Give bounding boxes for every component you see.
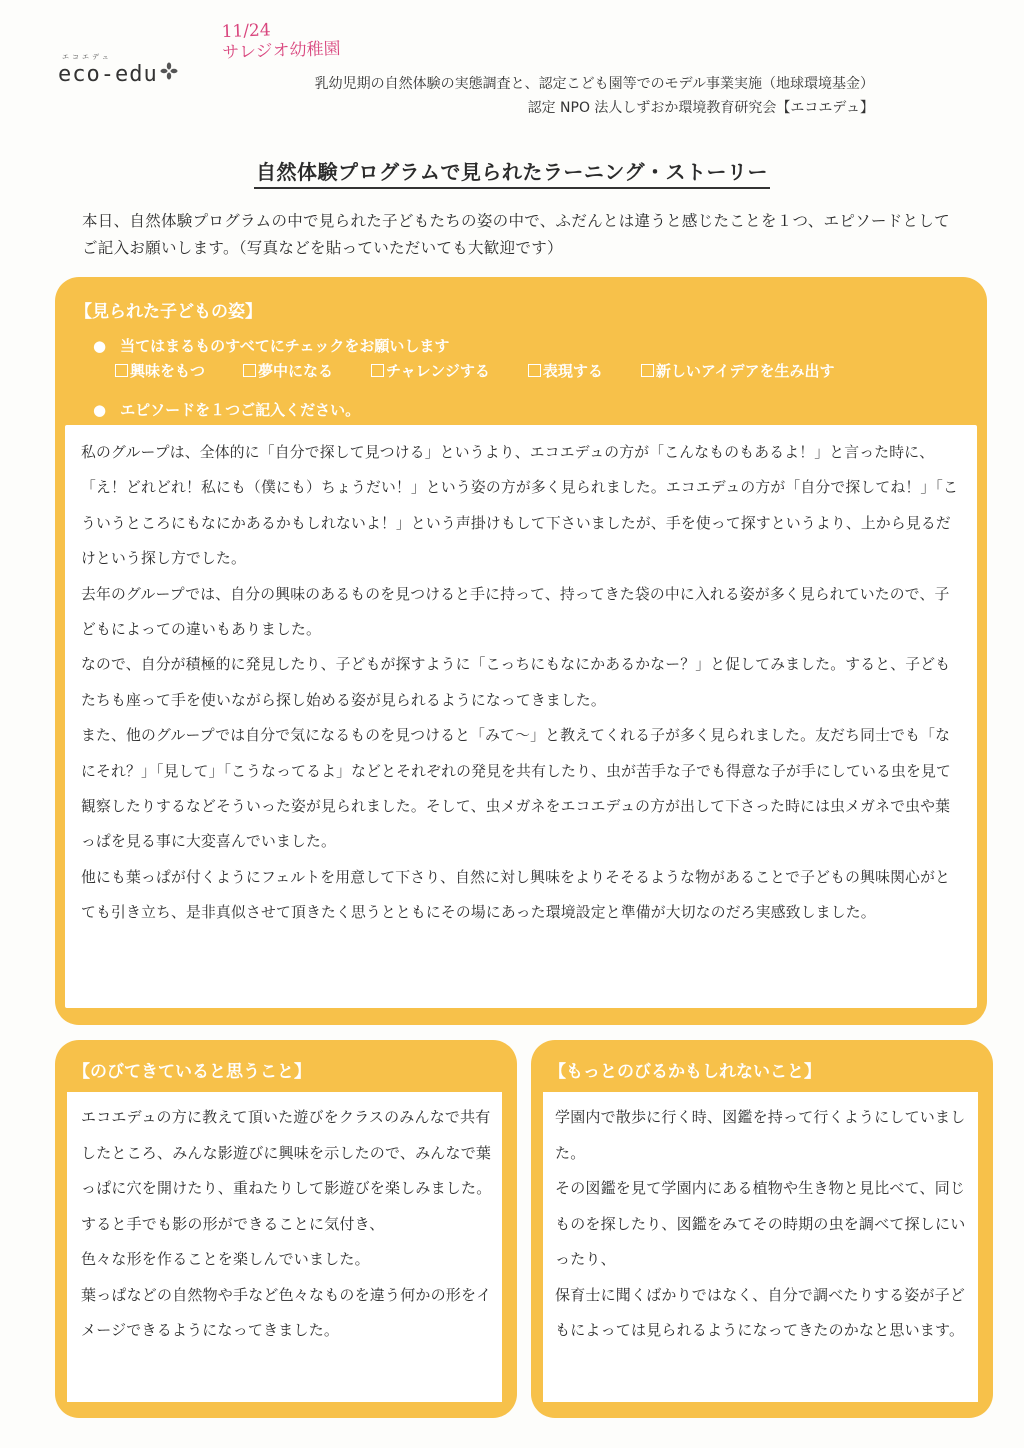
handwritten-date: 11/24 xyxy=(221,20,271,43)
episode-instruction: ● エピソードを１つご記入ください。 xyxy=(93,399,360,420)
checkbox-icon xyxy=(371,364,384,377)
episode-text: 私のグループは、全体的に「自分で探して見つける」というより、エコエデュの方が「こんなものもあるよ！」と言った時に、「え！どれどれ！私にも（僕にも）ちょうだい！」という姿の方が多く見られました。エコエデュの方が「自分で探してね！」「こういうところにもなにかあるかもしれないよ！」という声掛けもして下さいましたが、手を使って探すというより、上から見るだけという探し方でした。 去年のグループでは、自分の興味のあるものを見つけると手に持って、持ってきた袋の中に入れる姿が多く見られていたので、子どもによっての違いもありました。 なので、自分が積極的に発見したり、子どもが探すように「こっちにもなにかあるかなー？」と促してみました。すると、子どもたちも座って手を使いながら探し始める姿が見られるようになってきました。 また、他のグループでは自分で気になるものを見つけると「みて～」と教えてくれる子が多く見られました。友だち同士でも「なにそれ？」「見して」「こうなってるよ」などとそれぞれの発見を共有したり、虫が苦手な子でも得意な子が手にしている虫を見て観察したりするなどそういった姿が見られました。そして、虫メガネをエコエデュの方が出して下さった時には虫メガネで虫や葉っぱを見る事に大変喜んでいました。 他にも葉っぱが付くようにフェルトを用意して下さり、自然に対し興味をよりそそるような物があることで子どもの興味関心がとても引き立ち、是非真似させて頂きたく思うとともにその場にあった環境設定と準備が大切なのだろ実感致しました。 xyxy=(81,444,958,922)
checkbox-new-idea[interactable]: 新しいアイデアを生み出す xyxy=(641,360,835,381)
checkbox-challenge[interactable]: チャレンジする xyxy=(371,360,490,381)
checkbox-interest[interactable]: 興味をもつ xyxy=(115,360,205,381)
eco-edu-logo xyxy=(58,52,178,87)
checkbox-group xyxy=(115,360,835,381)
episode-text-area[interactable] xyxy=(65,425,977,1008)
header-line-1: 乳幼児期の自然体験の実態調査と、認定こども園等でのモデル事業実施（地球環境基金） xyxy=(314,76,874,92)
potential-text-area[interactable] xyxy=(543,1092,978,1402)
checkbox-icon xyxy=(115,364,128,377)
section-heading: 【見られた子どもの姿】 xyxy=(75,302,262,322)
header-line-2: 認定 NPO 法人しずおか環境教育研究会【エコエデュ】 xyxy=(527,100,874,116)
logo-kana: エコエデュ xyxy=(62,53,112,61)
growing-text-area[interactable] xyxy=(67,1092,502,1402)
handwritten-note xyxy=(221,18,341,64)
growing-text: エコエデュの方に教えて頂いた遊びをクラスのみんなで共有したところ、みんな影遊びに興味を示したので、みんなで葉っぱに穴を開けたり、重ねたりして影遊びを楽しみました。 すると手でも影の形ができることに気付き、 色々な形を作ることを楽しんでいました。 葉っぱなどの自然物や手など色々なものを違う何かの形をイメージできるようになってきました。 xyxy=(81,1108,492,1339)
checkbox-icon xyxy=(243,364,256,377)
checkbox-icon xyxy=(528,364,541,377)
document-header xyxy=(315,72,874,120)
intro-text: 本日、自然体験プログラムの中で見られた子どもたちの姿の中で、ふだんとは違うと感じたことを１つ、エピソードとしてご記入お願いします。（写真などを貼っていただいても大歓迎です） xyxy=(82,212,950,257)
checkbox-icon xyxy=(641,364,654,377)
leaf-flower-icon xyxy=(160,62,178,80)
potential-section xyxy=(531,1040,993,1418)
check-instruction: ● 当てはまるものすべてにチェックをお願いします xyxy=(93,335,449,356)
potential-text: 学園内で散歩に行く時、図鑑を持って行くようにしていました。 その図鑑を見て学園内にある植物や生き物と見比べて、同じものを探したり、図鑑をみてその時期の虫を調べて探しにいったり、 保育士に聞くばかりではなく、自分で調べたりする姿が子どもによっては見られるようになってきたのかなと思います。 xyxy=(555,1108,966,1339)
handwritten-school: サレジオ幼稚園 xyxy=(222,38,341,64)
logo-text: eco-edu xyxy=(58,62,158,87)
observed-children-section xyxy=(55,277,987,1025)
section-heading: 【のびてきていると思うこと】 xyxy=(73,1062,311,1082)
checkbox-absorbed[interactable]: 夢中になる xyxy=(243,360,333,381)
growing-section xyxy=(55,1040,517,1418)
checkbox-express[interactable]: 表現する xyxy=(528,360,603,381)
page-title: 自然体験プログラムで見られたラーニング・ストーリー xyxy=(0,156,1024,185)
section-heading: 【もっとのびるかもしれないこと】 xyxy=(549,1062,821,1082)
